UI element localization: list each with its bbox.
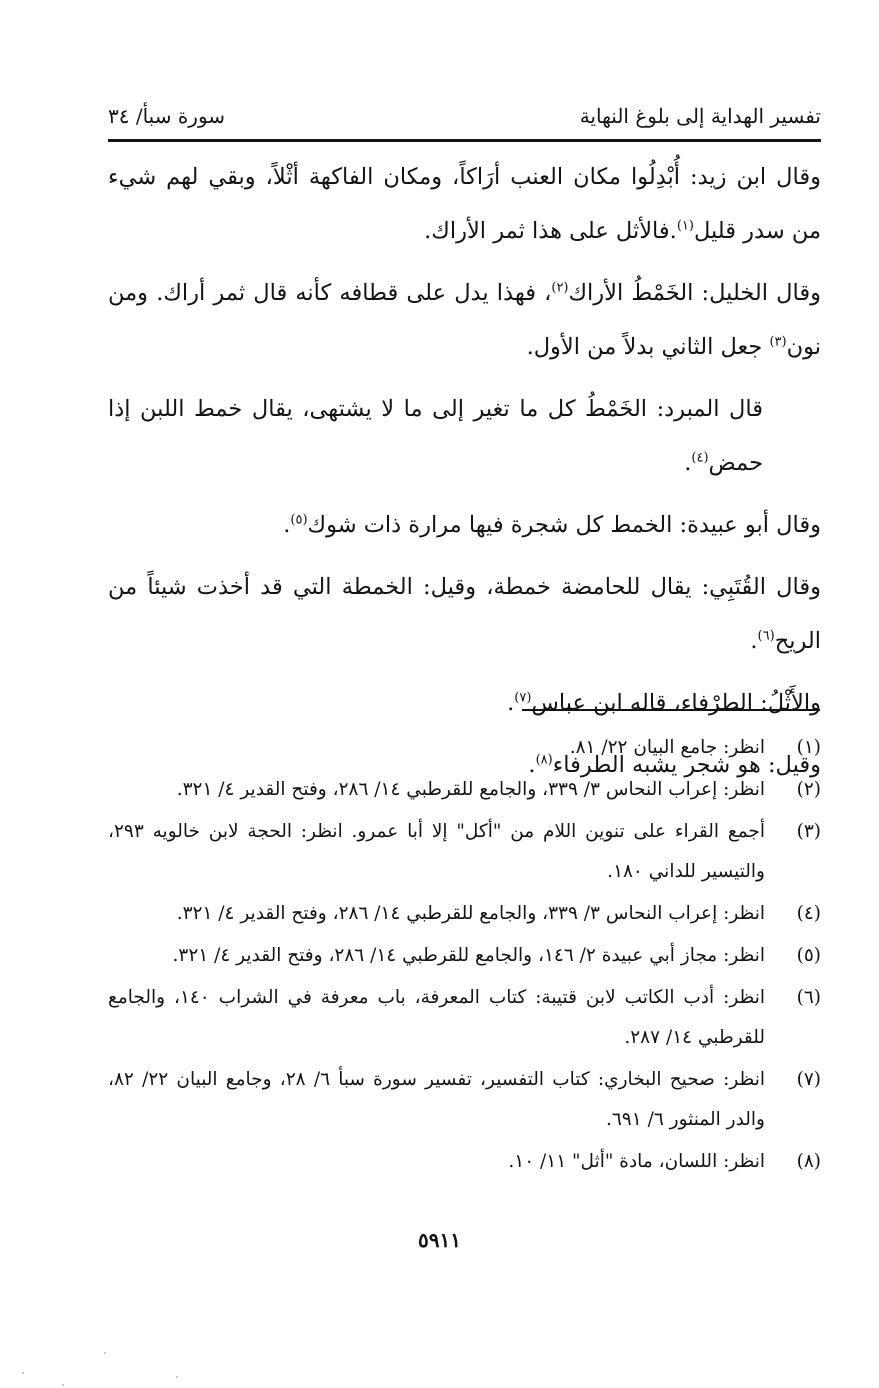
footnote-number: (٨) xyxy=(796,1151,821,1172)
footnotes xyxy=(108,728,821,1184)
footnote-item xyxy=(108,728,821,768)
scan-speck xyxy=(104,1352,106,1354)
book-title: تفسير الهداية إلى بلوغ النهاية xyxy=(579,104,821,128)
footnote-number: (٤) xyxy=(796,903,821,924)
paragraph: وقال أبو عبيدة: الخمط كل شجرة فيها مرارة ذات شوك$^{(٥)}$. xyxy=(283,512,821,538)
footnote-item xyxy=(108,812,821,892)
paragraph: وقال القُتَبِي: يقال للحامضة خمطة، وقيل: الخمطة التي قد أخذت شيئاً من الريح$^{(٦)}$. xyxy=(108,574,821,654)
footnote-item xyxy=(108,936,821,976)
scan-speck xyxy=(62,1384,64,1386)
footnote-text: انظر: صحيح البخاري: كتاب التفسير، تفسير سورة سبأ ٦/ ٢٨، وجامع البيان ٢٢/ ٨٢، والدر المنثور ٦/ ٦٩١. xyxy=(108,1069,765,1130)
footnote-marker: (٢) xyxy=(551,280,569,296)
header-rule xyxy=(108,139,821,142)
footnote-number: (١) xyxy=(796,737,821,758)
footnote-number: (٦) xyxy=(796,987,821,1008)
footnote-marker: (٣) xyxy=(769,334,787,350)
footnote-item xyxy=(108,770,821,810)
footnote-marker: (٨) xyxy=(535,752,553,768)
footnote-marker: (٤) xyxy=(691,450,709,466)
paragraph: وقيل: هو شجر يشبه الطرفاء$^{(٨)}$. xyxy=(528,752,821,778)
paragraph: وقال الخليل: الخَمْطُ الأراك$^{(٢)}$، فهذا يدل على قطافه كأنه قال ثمر أراك. ومن نون$^{(٣)}$ جعل الثاني بدلاً من الأول. xyxy=(108,280,821,360)
paragraph: قال المبرد: الخَمْطُ كل ما تغير إلى ما لا يشتهى، يقال خمط اللبن إذا حمض$^{(٤)}$. xyxy=(108,396,763,476)
main-text xyxy=(108,150,821,800)
paragraph: وقال ابن زيد: أُبْدِلُوا مكان العنب أرَاكاً، ومكان الفاكهة أثْلاً، وبقي لهم شيء من سدر قليل$^{(١)}$.فالأثل على هذا ثمر الأراك. xyxy=(108,164,821,244)
footnote-item xyxy=(108,894,821,934)
footnote-number: (٢) xyxy=(796,779,821,800)
footnote-number: (٥) xyxy=(796,945,821,966)
footnote-marker: (١) xyxy=(676,218,694,234)
footnote-text: انظر: اللسان، مادة "أثل" ١١/ ١٠. xyxy=(508,1151,765,1172)
footnote-item xyxy=(108,978,821,1058)
footnote-marker: (٥) xyxy=(290,512,308,528)
surah-reference: سورة سبأ/ ٣٤ xyxy=(108,104,226,128)
scan-speck xyxy=(176,1376,178,1378)
footnote-separator xyxy=(522,709,820,711)
footnote-item xyxy=(108,1142,821,1182)
running-header xyxy=(108,96,821,136)
footnote-text: انظر: مجاز أبي عبيدة ٢/ ١٤٦، والجامع للقرطبي ١٤/ ٢٨٦، وفتح القدير ٤/ ٣٢١. xyxy=(172,945,765,966)
footnote-text: انظر: إعراب النحاس ٣/ ٣٣٩، والجامع للقرطبي ١٤/ ٢٨٦، وفتح القدير ٤/ ٣٢١. xyxy=(176,779,765,800)
footnote-number: (٧) xyxy=(796,1069,821,1090)
footnote-text: انظر: أدب الكاتب لابن قتيبة: كتاب المعرفة، باب معرفة في الشراب ١٤٠، والجامع للقرطبي ١٤/ ٢٨٧. xyxy=(108,987,765,1048)
page-number: ٥٩١١ xyxy=(418,1228,461,1252)
footnote-item xyxy=(108,1060,821,1140)
footnote-text: انظر: إعراب النحاس ٣/ ٣٣٩، والجامع للقرطبي ١٤/ ٢٨٦، وفتح القدير ٤/ ٣٢١. xyxy=(176,903,765,924)
footnote-text: انظر: جامع البيان ٢٢/ ٨١. xyxy=(569,737,765,758)
paragraph: والأَثْلُ: الطرْفاء، قاله ابن عباس$^{(٧)}$. xyxy=(507,690,821,716)
scan-speck xyxy=(22,1372,24,1374)
footnote-marker: (٧) xyxy=(514,690,532,706)
footnote-text: أجمع القراء على تنوين اللام من "أكل" إلا أبا عمرو. انظر: الحجة لابن خالويه ٢٩٣، والتيسير للداني ١٨٠. xyxy=(108,821,765,882)
footnote-number: (٣) xyxy=(796,821,821,842)
footnote-marker: (٦) xyxy=(757,628,775,644)
